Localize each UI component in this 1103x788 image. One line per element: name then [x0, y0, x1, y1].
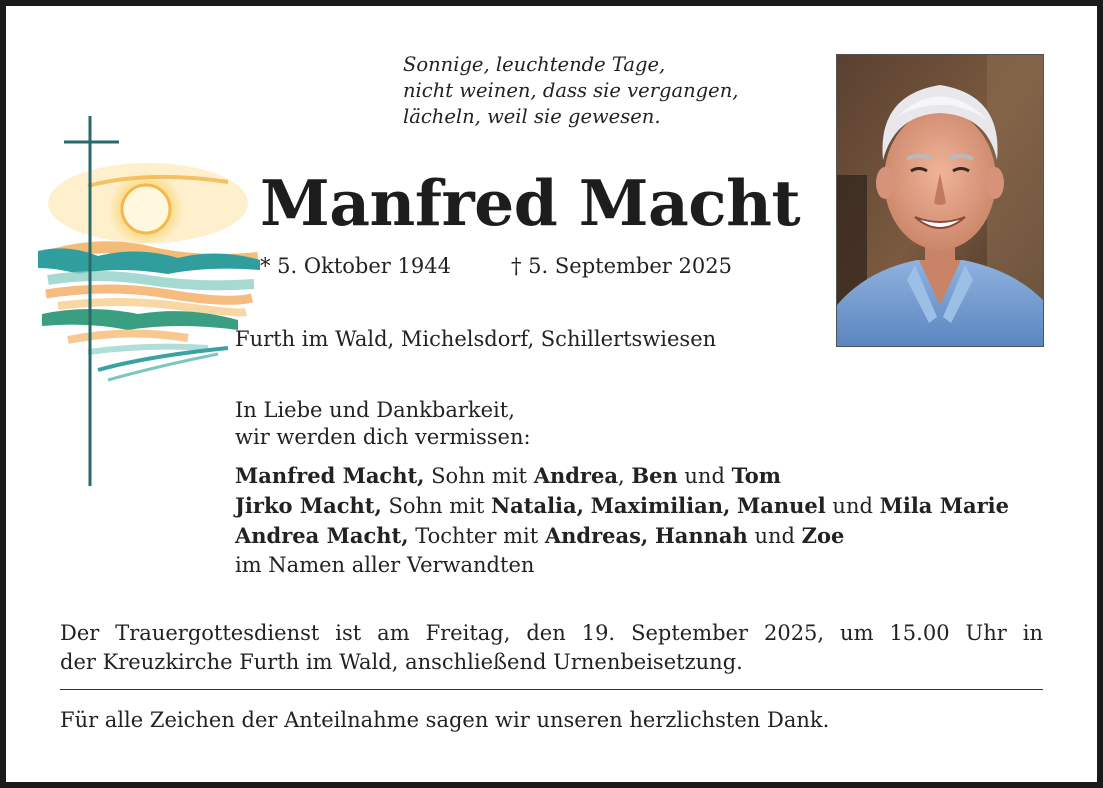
family-line: [235, 491, 1009, 521]
family-line: [235, 521, 1009, 551]
grandchild-name: Tom: [731, 463, 782, 488]
relatives-line: im Namen aller Verwandten: [235, 553, 535, 577]
grandchild-name: Andrea: [533, 463, 618, 488]
grandchild-name: Ben: [631, 463, 678, 488]
farewell-line: In Liebe und Dankbarkeit,: [235, 398, 515, 422]
grandchild-name: Andreas,: [544, 523, 649, 548]
mourner-name: Jirko Macht,: [235, 493, 382, 518]
mourners-list: [235, 461, 1009, 580]
service-line: der Kreuzkirche Furth im Wald, anschließend Urnenbeisetzung.: [60, 650, 743, 674]
cross-sunset-illustration: [28, 108, 268, 488]
portrait-illustration: [837, 55, 1043, 346]
thanks-text: Für alle Zeichen der Anteilnahme sagen wir unseren herzlichsten Dank.: [60, 708, 830, 732]
service-line: Der Trauergottesdienst ist am Freitag, den 19. September 2025, um 15.00 Uhr in: [60, 621, 1043, 645]
family-lines: [235, 461, 1009, 551]
grandchild-name: Hannah: [654, 523, 748, 548]
separator-text: [648, 524, 655, 548]
grandchild-name: Zoe: [801, 523, 845, 548]
birth-date: * 5. Oktober 1944: [260, 254, 451, 278]
separator-text: und: [747, 524, 802, 548]
portrait-photo: [836, 54, 1044, 347]
farewell-text: [235, 397, 531, 451]
separator-text: [730, 494, 737, 518]
death-date: † 5. September 2025: [511, 254, 732, 278]
poem-line: lächeln, weil sie gewesen.: [403, 105, 661, 128]
divider: [60, 689, 1043, 690]
poem-line: Sonnige, leuchtende Tage,: [403, 53, 666, 76]
relation-text: Sohn mit: [381, 494, 491, 518]
residence-places: Furth im Wald, Michelsdorf, Schillertswiesen: [235, 327, 717, 351]
separator-text: und: [825, 494, 880, 518]
separator-text: [584, 494, 591, 518]
funeral-service-info: [60, 619, 1043, 677]
poem-line: nicht weinen, dass sie vergangen,: [403, 79, 739, 102]
mourner-name: Andrea Macht,: [235, 523, 409, 548]
farewell-line: wir werden dich vermissen:: [235, 425, 531, 449]
memorial-poem: [403, 52, 823, 130]
deceased-name: Manfred Macht: [260, 166, 801, 240]
grandchild-name: Maximilian,: [590, 493, 731, 518]
family-line: [235, 461, 1009, 491]
relation-text: Tochter mit: [408, 524, 545, 548]
grandchild-name: Mila Marie: [879, 493, 1009, 518]
mourner-name: Manfred Macht,: [235, 463, 425, 488]
grandchild-name: Natalia,: [490, 493, 584, 518]
separator-text: ,: [617, 464, 632, 488]
separator-text: und: [677, 464, 732, 488]
relation-text: Sohn mit: [424, 464, 534, 488]
grandchild-name: Manuel: [737, 493, 826, 518]
